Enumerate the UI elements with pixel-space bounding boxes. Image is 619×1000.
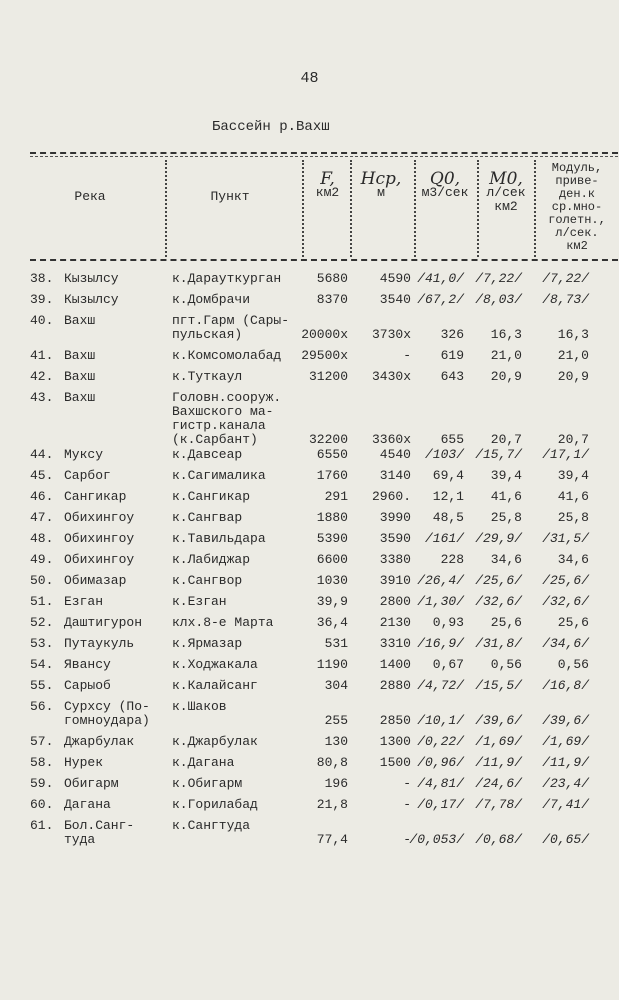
cell-mod: 25,6 bbox=[557, 615, 589, 630]
cell-height: 1500 bbox=[379, 755, 411, 770]
cell-q: 619 bbox=[440, 348, 464, 363]
cell-num: 46. bbox=[30, 489, 54, 504]
cell-q: 0,93 bbox=[432, 615, 464, 630]
cell-height: - bbox=[403, 348, 411, 363]
cell-river: Путаукуль bbox=[64, 636, 135, 651]
cell-area: 6550 bbox=[316, 447, 348, 462]
cell-q: 12,1 bbox=[432, 489, 464, 504]
cell-m: /39,6/ bbox=[475, 713, 522, 728]
cell-mod: /7,41/ bbox=[542, 797, 589, 812]
cell-m: /7,22/ bbox=[475, 271, 522, 286]
cell-q: /161/ bbox=[424, 531, 464, 546]
cell-mod: 34,6 bbox=[557, 552, 589, 567]
cell-q: /67,2/ bbox=[417, 292, 464, 307]
cell-q: /103/ bbox=[424, 447, 464, 462]
cell-river: Даштигурон bbox=[64, 615, 143, 630]
cell-num: 55. bbox=[30, 678, 54, 693]
cell-m: 0,56 bbox=[490, 657, 522, 672]
cell-river: Явансу bbox=[64, 657, 111, 672]
cell-river: Обихингоу bbox=[64, 552, 135, 567]
cell-num: 56. bbox=[30, 699, 54, 714]
cell-height: 4540 bbox=[379, 447, 411, 462]
cell-mod: 21,0 bbox=[557, 348, 589, 363]
cell-num: 57. bbox=[30, 734, 54, 749]
cell-point: к.Калайсанг bbox=[172, 678, 258, 693]
cell-mod: /25,6/ bbox=[542, 573, 589, 588]
cell-area: 1760 bbox=[316, 468, 348, 483]
cell-m: 39,4 bbox=[490, 468, 522, 483]
cell-num: 60. bbox=[30, 797, 54, 812]
cell-m: /15,7/ bbox=[475, 447, 522, 462]
header-height-unit: м bbox=[377, 185, 385, 200]
header-module-line: Модуль, bbox=[551, 161, 603, 175]
cell-point: к.Горилабад bbox=[172, 797, 258, 812]
cell-area: 291 bbox=[324, 489, 348, 504]
cell-q: /4,81/ bbox=[417, 776, 464, 791]
cell-point: к.Тавильдара bbox=[172, 531, 266, 546]
cell-mod: /1,69/ bbox=[542, 734, 589, 749]
cell-point: Головн.сооруж. Вахшского ма- гистр.канала (к.Сарбант) bbox=[172, 390, 282, 447]
header-area-unit: км2 bbox=[315, 185, 340, 200]
cell-height: - bbox=[403, 832, 411, 847]
cell-m: /11,9/ bbox=[475, 755, 522, 770]
cell-q: 228 bbox=[440, 552, 464, 567]
cell-area: 80,8 bbox=[316, 755, 348, 770]
cell-m: /31,8/ bbox=[475, 636, 522, 651]
cell-river: Дагана bbox=[64, 797, 111, 812]
cell-mod: 16,3 bbox=[557, 327, 589, 342]
cell-q: 655 bbox=[440, 432, 464, 447]
cell-area: 531 bbox=[324, 636, 348, 651]
header-point: Пункт bbox=[210, 189, 250, 204]
cell-area: 1030 bbox=[316, 573, 348, 588]
cell-q: /0,053/ bbox=[409, 832, 464, 847]
page-number: 48 bbox=[300, 70, 319, 87]
cell-m: /32,6/ bbox=[475, 594, 522, 609]
cell-river: Обихингоу bbox=[64, 531, 135, 546]
cell-height: 3540 bbox=[379, 292, 411, 307]
cell-m: 16,3 bbox=[490, 327, 522, 342]
header-module-line: приве- bbox=[555, 174, 599, 188]
cell-point: к.Ярмазар bbox=[172, 636, 243, 651]
cell-point: к.Домбрачи bbox=[172, 292, 251, 307]
cell-mod: 39,4 bbox=[557, 468, 589, 483]
cell-area: 196 bbox=[324, 776, 348, 791]
cell-river: Кызылсу bbox=[64, 292, 119, 307]
cell-q: /16,9/ bbox=[417, 636, 464, 651]
cell-area: 5680 bbox=[316, 271, 348, 286]
cell-num: 47. bbox=[30, 510, 54, 525]
cell-m: 21,0 bbox=[490, 348, 522, 363]
cell-height: 3140 bbox=[379, 468, 411, 483]
cell-q: 643 bbox=[440, 369, 464, 384]
cell-num: 51. bbox=[30, 594, 54, 609]
header-module-line: ср.мно- bbox=[551, 200, 603, 214]
cell-mod: /16,8/ bbox=[542, 678, 589, 693]
cell-mod: 20,9 bbox=[557, 369, 589, 384]
header-river: Река bbox=[74, 189, 106, 204]
cell-river: Вахш bbox=[64, 348, 96, 363]
header-module-line: ден.к bbox=[558, 187, 595, 201]
cell-q: /0,17/ bbox=[417, 797, 464, 812]
header-area-symbol: F, bbox=[320, 169, 335, 189]
cell-river: Езган bbox=[64, 594, 104, 609]
cell-q: /4,72/ bbox=[417, 678, 464, 693]
cell-num: 48. bbox=[30, 531, 54, 546]
cell-area: 130 bbox=[324, 734, 348, 749]
cell-m: /24,6/ bbox=[475, 776, 522, 791]
cell-num: 41. bbox=[30, 348, 54, 363]
cell-height: 3360x bbox=[371, 432, 411, 447]
cell-num: 61. bbox=[30, 818, 54, 833]
cell-mod: 41,6 bbox=[557, 489, 589, 504]
cell-mod: /23,4/ bbox=[542, 776, 589, 791]
cell-point: к.Сангикар bbox=[172, 489, 251, 504]
cell-height: 2960. bbox=[371, 489, 411, 504]
cell-point: к.Дагана bbox=[172, 755, 235, 770]
cell-height: 3310 bbox=[379, 636, 411, 651]
cell-point: к.Сагималика bbox=[172, 468, 266, 483]
cell-q: /0,96/ bbox=[417, 755, 464, 770]
cell-mod: /32,6/ bbox=[542, 594, 589, 609]
cell-area: 32200 bbox=[308, 432, 348, 447]
cell-height: 2880 bbox=[379, 678, 411, 693]
cell-area: 255 bbox=[324, 713, 348, 728]
cell-m: /25,6/ bbox=[475, 573, 522, 588]
cell-mod: /34,6/ bbox=[542, 636, 589, 651]
cell-num: 53. bbox=[30, 636, 54, 651]
cell-river: Сарбог bbox=[64, 468, 111, 483]
cell-q: 326 bbox=[440, 327, 464, 342]
cell-m: /0,68/ bbox=[475, 832, 522, 847]
header-module-line: л/сек. bbox=[555, 226, 599, 240]
cell-num: 50. bbox=[30, 573, 54, 588]
cell-point: к.Туткаул bbox=[172, 369, 243, 384]
cell-point: к.Сангтуда bbox=[172, 818, 251, 833]
header-module-line: голетн., bbox=[548, 213, 606, 227]
cell-height: 1300 bbox=[379, 734, 411, 749]
cell-mod: /31,5/ bbox=[542, 531, 589, 546]
header-module-line: км2 bbox=[566, 239, 588, 253]
cell-m: 34,6 bbox=[490, 552, 522, 567]
cell-river: Нурек bbox=[64, 755, 104, 770]
cell-point: к.Сангвор bbox=[172, 573, 243, 588]
cell-m: 25,8 bbox=[490, 510, 522, 525]
cell-num: 43. bbox=[30, 390, 54, 405]
cell-height: 3380 bbox=[379, 552, 411, 567]
header-discharge-unit: м3/сек bbox=[421, 185, 469, 200]
cell-point: пгт.Гарм (Сары- пульская) bbox=[172, 313, 290, 342]
cell-area: 20000x bbox=[301, 327, 348, 342]
cell-num: 54. bbox=[30, 657, 54, 672]
cell-m: /8,03/ bbox=[475, 292, 522, 307]
basin-title: Бассейн р.Вахш bbox=[212, 119, 330, 135]
cell-point: к.Джарбулак bbox=[172, 734, 258, 749]
cell-river: Джарбулак bbox=[64, 734, 135, 749]
cell-point: к.Давсеар bbox=[172, 447, 243, 462]
cell-q: 48,5 bbox=[432, 510, 464, 525]
cell-area: 8370 bbox=[316, 292, 348, 307]
cell-river: Сурхсу (По- гомноудара) bbox=[64, 699, 150, 728]
cell-m: 41,6 bbox=[490, 489, 522, 504]
cell-area: 6600 bbox=[316, 552, 348, 567]
cell-point: к.Комсомолабад bbox=[172, 348, 282, 363]
cell-point: к.Лабиджар bbox=[172, 552, 251, 567]
cell-point: клх.8-е Марта bbox=[172, 615, 274, 630]
cell-num: 49. bbox=[30, 552, 54, 567]
cell-river: Обимазар bbox=[64, 573, 127, 588]
cell-height: - bbox=[403, 797, 411, 812]
cell-mod: 25,8 bbox=[557, 510, 589, 525]
header-discharge-symbol: Q0, bbox=[429, 169, 461, 189]
cell-area: 21,8 bbox=[316, 797, 348, 812]
header-runoff-symbol: M0, bbox=[489, 169, 523, 189]
cell-m: 20,7 bbox=[490, 432, 522, 447]
cell-num: 40. bbox=[30, 313, 54, 328]
cell-river: Сарыоб bbox=[64, 678, 111, 693]
cell-m: 25,6 bbox=[490, 615, 522, 630]
cell-point: к.Обигарм bbox=[172, 776, 243, 791]
cell-point: к.Шаков bbox=[172, 699, 227, 714]
cell-num: 38. bbox=[30, 271, 54, 286]
cell-point: к.Дарауткурган bbox=[172, 271, 282, 286]
cell-height: 3430x bbox=[371, 369, 411, 384]
cell-point: к.Езган bbox=[172, 594, 227, 609]
cell-mod: 20,7 bbox=[557, 432, 589, 447]
cell-mod: 0,56 bbox=[557, 657, 589, 672]
cell-m: /1,69/ bbox=[475, 734, 522, 749]
cell-q: /0,22/ bbox=[417, 734, 464, 749]
cell-height: 3730x bbox=[371, 327, 411, 342]
header-runoff-unit-2: км2 bbox=[494, 199, 518, 214]
cell-area: 39,9 bbox=[316, 594, 348, 609]
cell-height: 2130 bbox=[379, 615, 411, 630]
cell-height: 3910 bbox=[379, 573, 411, 588]
cell-height: 3590 bbox=[379, 531, 411, 546]
cell-river: Вахш bbox=[64, 390, 96, 405]
cell-area: 36,4 bbox=[316, 615, 348, 630]
cell-height: 1400 bbox=[379, 657, 411, 672]
cell-height: 2850 bbox=[379, 713, 411, 728]
cell-river: Обихингоу bbox=[64, 510, 135, 525]
cell-m: /29,9/ bbox=[475, 531, 522, 546]
cell-point: к.Сангвар bbox=[172, 510, 243, 525]
cell-num: 44. bbox=[30, 447, 54, 462]
cell-num: 59. bbox=[30, 776, 54, 791]
cell-num: 45. bbox=[30, 468, 54, 483]
cell-m: /15,5/ bbox=[475, 678, 522, 693]
cell-m: /7,78/ bbox=[475, 797, 522, 812]
cell-height: - bbox=[403, 776, 411, 791]
cell-area: 29500x bbox=[301, 348, 348, 363]
cell-area: 5390 bbox=[316, 531, 348, 546]
cell-q: 69,4 bbox=[432, 468, 464, 483]
cell-height: 2800 bbox=[379, 594, 411, 609]
cell-num: 42. bbox=[30, 369, 54, 384]
cell-q: /1,30/ bbox=[417, 594, 464, 609]
cell-river: Кызылсу bbox=[64, 271, 119, 286]
cell-river: Сангикар bbox=[64, 489, 127, 504]
cell-height: 3990 bbox=[379, 510, 411, 525]
cell-mod: /0,65/ bbox=[542, 832, 589, 847]
cell-q: /10,1/ bbox=[417, 713, 464, 728]
cell-m: 20,9 bbox=[490, 369, 522, 384]
cell-q: 0,67 bbox=[432, 657, 464, 672]
cell-area: 77,4 bbox=[316, 832, 348, 847]
cell-mod: /11,9/ bbox=[542, 755, 589, 770]
header-height-symbol: Hср, bbox=[360, 169, 402, 189]
cell-area: 1880 bbox=[316, 510, 348, 525]
cell-height: 4590 bbox=[379, 271, 411, 286]
cell-mod: /39,6/ bbox=[542, 713, 589, 728]
cell-point: к.Ходжакала bbox=[172, 657, 258, 672]
cell-num: 39. bbox=[30, 292, 54, 307]
cell-q: /41,0/ bbox=[417, 271, 464, 286]
cell-q: /26,4/ bbox=[417, 573, 464, 588]
cell-mod: /8,73/ bbox=[542, 292, 589, 307]
cell-area: 1190 bbox=[316, 657, 348, 672]
cell-num: 58. bbox=[30, 755, 54, 770]
cell-area: 31200 bbox=[308, 369, 348, 384]
cell-river: Обигарм bbox=[64, 776, 119, 791]
header-runoff-unit-1: л/сек bbox=[486, 185, 526, 200]
cell-river: Вахш bbox=[64, 369, 96, 384]
cell-river: Вахш bbox=[64, 313, 96, 328]
cell-mod: /7,22/ bbox=[542, 271, 589, 286]
cell-num: 52. bbox=[30, 615, 54, 630]
cell-river: Муксу bbox=[64, 447, 104, 462]
cell-river: Бол.Санг- туда bbox=[64, 818, 135, 847]
cell-mod: /17,1/ bbox=[542, 447, 589, 462]
cell-area: 304 bbox=[324, 678, 348, 693]
